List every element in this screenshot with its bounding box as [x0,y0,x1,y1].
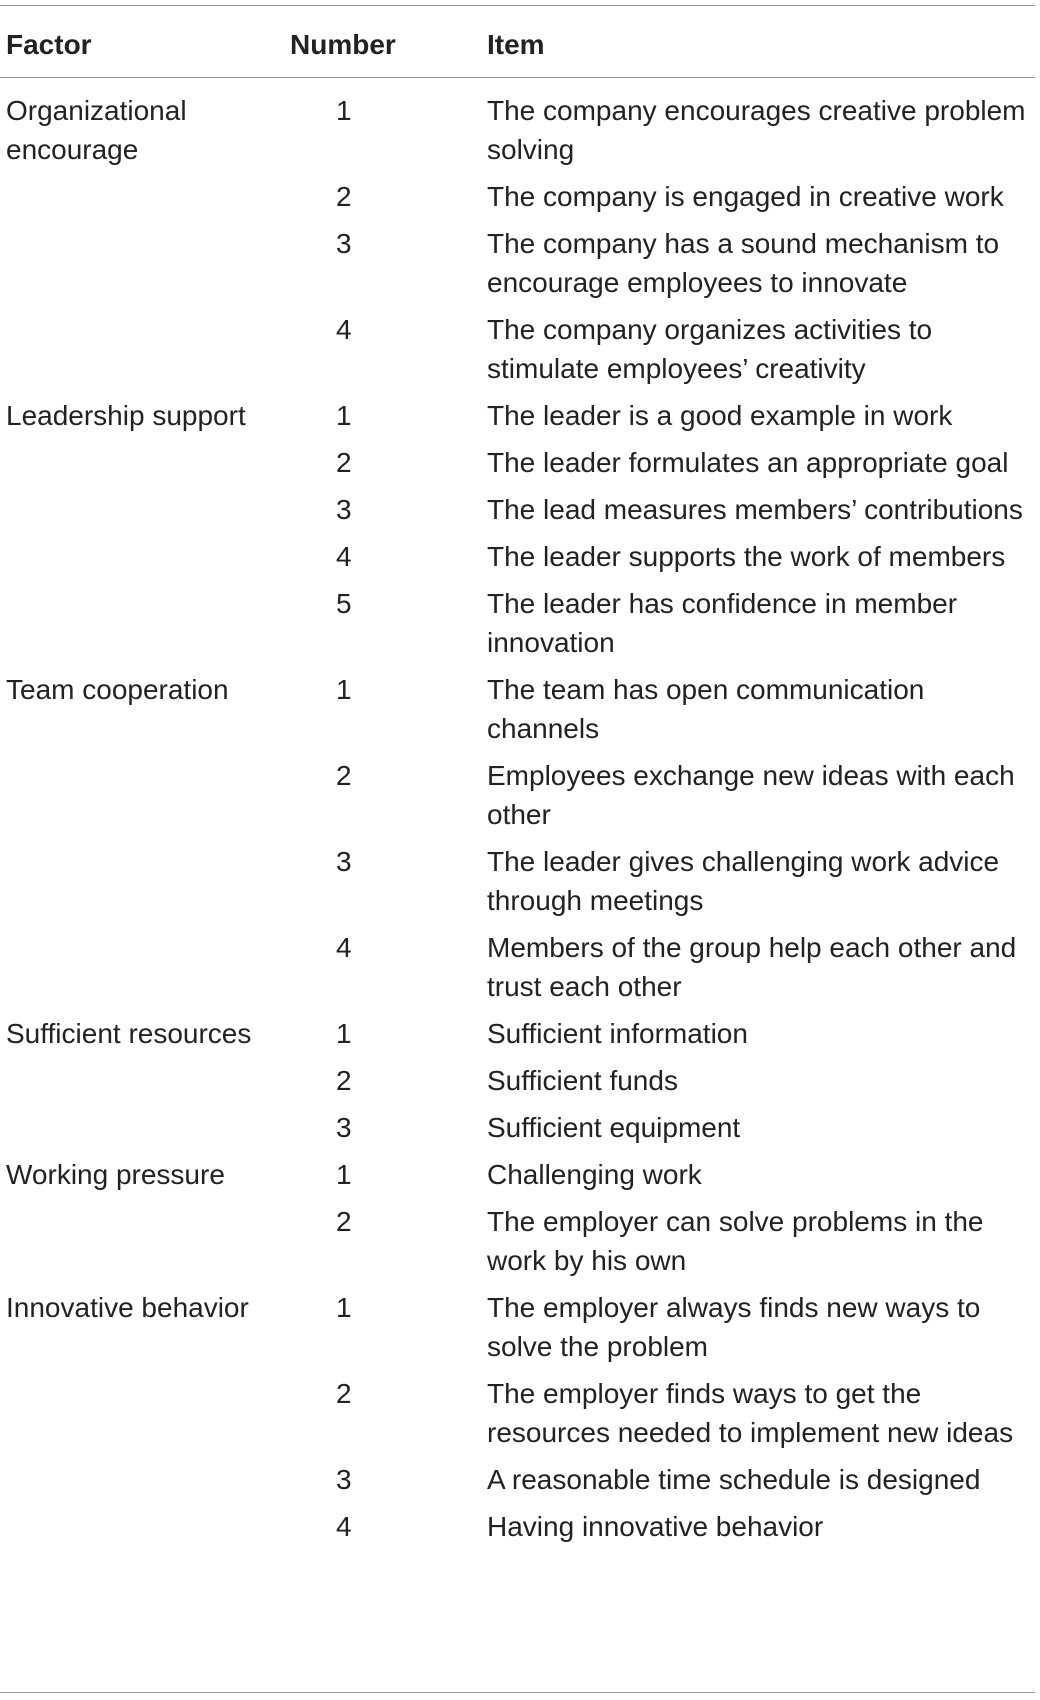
item-cell: The lead measures members’ contributions [487,494,1023,525]
table-row [0,1061,1035,1108]
header-factor: Factor [6,29,92,60]
table-row [0,1108,1035,1155]
item-cell: The leader formulates an appropriate goal [487,447,1009,478]
item-cell: Sufficient information [487,1018,748,1049]
number-cell: 1 [336,1159,352,1190]
item-cell: The company organizes activities to stimulate employees’ creativity [487,314,933,384]
item-cell: The leader is a good example in work [487,400,953,431]
table-row [0,224,1035,310]
table-row [0,670,1035,756]
item-cell: Sufficient funds [487,1065,678,1096]
item-cell: The leader gives challenging work advice through meetings [487,846,1000,916]
number-cell: 2 [336,181,352,212]
table-row [0,1288,1035,1374]
table-row [0,91,1035,177]
header-rule [0,77,1035,78]
item-cell: Sufficient equipment [487,1112,741,1143]
table-row [0,177,1035,224]
item-cell: Challenging work [487,1159,702,1190]
factor-cell: Team cooperation [6,674,229,705]
table-row [0,928,1035,1014]
table-row [0,310,1035,396]
item-cell: The leader supports the work of members [487,541,1006,572]
number-cell: 1 [336,95,352,126]
item-cell: The company encourages creative problem solving [487,95,1026,165]
table-row [0,396,1035,443]
table-header [0,5,1035,77]
table-row [0,1014,1035,1061]
number-cell: 4 [336,314,352,345]
table-row [0,756,1035,842]
table-row [0,1155,1035,1202]
factor-cell: Innovative behavior [6,1292,249,1323]
item-cell: The employer finds ways to get the resources needed to implement new ideas [487,1378,1014,1448]
table-row [0,1460,1035,1507]
number-cell: 3 [336,1112,352,1143]
factor-cell: Sufficient resources [6,1018,252,1049]
item-cell: Employees exchange new ideas with each other [487,760,1015,830]
table-row [0,1202,1035,1288]
factor-cell: Leadership support [6,400,246,431]
number-cell: 3 [336,494,352,525]
table-row [0,443,1035,490]
item-cell: Members of the group help each other and trust each other [487,932,1017,1002]
table-row [0,1374,1035,1460]
factor-cell: Working pressure [6,1159,225,1190]
header-item: Item [487,29,545,60]
item-cell: The leader has confidence in member innovation [487,588,958,658]
number-cell: 1 [336,1292,352,1323]
item-cell: Having innovative behavior [487,1511,824,1542]
number-cell: 1 [336,400,352,431]
number-cell: 2 [336,447,352,478]
item-cell: The employer always finds new ways to solve the problem [487,1292,981,1362]
number-cell: 2 [336,1378,352,1409]
number-cell: 5 [336,588,352,619]
number-cell: 3 [336,846,352,877]
table-row [0,584,1035,670]
number-cell: 4 [336,541,352,572]
item-cell: A reasonable time schedule is designed [487,1464,981,1495]
number-cell: 2 [336,1206,352,1237]
number-cell: 2 [336,1065,352,1096]
item-cell: The employer can solve problems in the work by his own [487,1206,984,1276]
table-row [0,490,1035,537]
number-cell: 3 [336,1464,352,1495]
table-body [0,91,1035,1554]
item-cell: The company is engaged in creative work [487,181,1004,212]
table-row [0,842,1035,928]
number-cell: 1 [336,1018,352,1049]
bottom-rule [0,1692,1035,1693]
header-number: Number [290,29,396,60]
number-cell: 1 [336,674,352,705]
item-cell: The company has a sound mechanism to encourage employees to innovate [487,228,1000,298]
number-cell: 2 [336,760,352,791]
number-cell: 3 [336,228,352,259]
table-row [0,537,1035,584]
number-cell: 4 [336,932,352,963]
table-row [0,1507,1035,1554]
number-cell: 4 [336,1511,352,1542]
item-cell: The team has open communication channels [487,674,925,744]
factor-cell: Organizational encourage [6,95,187,165]
